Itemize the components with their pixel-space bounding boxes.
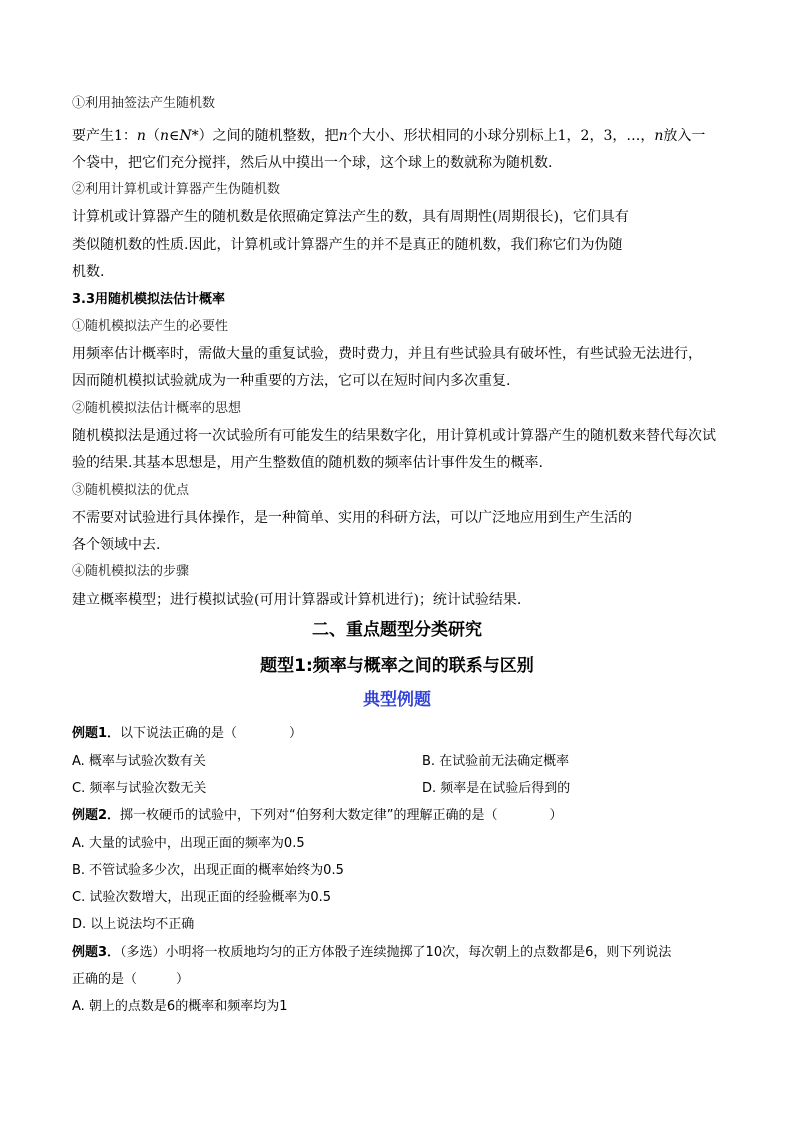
example-2-text: 掷一枚硬币的试验中，下列对“伯努利大数定律”的理解正确的是（ ） bbox=[120, 808, 563, 823]
math-variable-n: n bbox=[136, 128, 146, 144]
paragraph-idea-line-2: 验的结果.其基本思想是，用产生整数值的随机数的频率估计事件发生的概率. bbox=[72, 455, 543, 471]
example-1-option-a: A. 概率与试验次数有关 bbox=[72, 754, 206, 769]
subheading-pseudo-random: ②利用计算机或计算器产生伪随机数 bbox=[72, 182, 281, 197]
example-1-option-b: B. 在试验前无法确定概率 bbox=[422, 754, 570, 769]
subheading-steps: ④随机模拟法的步骤 bbox=[72, 564, 190, 579]
example-2-question bbox=[72, 806, 563, 826]
math-variable-n: n bbox=[654, 128, 664, 144]
example-2-option-c: C. 试验次数增大，出现正面的经验概率为0.5 bbox=[72, 890, 332, 905]
example-3-question-line-1 bbox=[72, 943, 671, 963]
text-segment: ）之间的随机整数，把 bbox=[198, 128, 339, 144]
example-3-question-line-2: 正确的是（ ） bbox=[72, 972, 190, 987]
section-heading-key-types: 二、重点题型分类研究 bbox=[312, 620, 482, 640]
typical-examples-heading: 典型例题 bbox=[363, 690, 431, 710]
example-3-label: 例题3． bbox=[72, 945, 121, 960]
paragraph-advantages-line-1: 不需要对试验进行具体操作，是一种简单、实用的科研方法，可以广泛地应用到生产生活的 bbox=[72, 510, 632, 526]
math-set-n-star: N* bbox=[179, 128, 199, 144]
paragraph-steps-line-1: 建立概率模型；进行模拟试验(可用计算器或计算机进行)；统计试验结果. bbox=[72, 592, 522, 608]
subheading-necessity: ①随机模拟法产生的必要性 bbox=[72, 319, 229, 334]
paragraph-lottery-line-2: 个袋中，把它们充分搅拌，然后从中摸出一个球，这个球上的数就称为随机数. bbox=[72, 155, 553, 171]
paragraph-lottery-line-1 bbox=[72, 126, 705, 146]
text-segment: 放入一 bbox=[663, 128, 706, 144]
paragraph-pseudo-line-3: 机数. bbox=[72, 264, 105, 280]
example-3-text: （多选）小明将一枚质地均匀的正方体骰子连续抛掷了10次，每次朝上的点数都是6，则下列说法 bbox=[120, 945, 672, 960]
text-segment: 个大小、形状相同的小球分别标上1，2，3，…， bbox=[347, 128, 655, 144]
section-title-3-3: 3.3用随机模拟法估计概率 bbox=[72, 292, 226, 307]
example-2-option-a: A. 大量的试验中，出现正面的频率为0.5 bbox=[72, 836, 305, 851]
subheading-lottery-method: ①利用抽签法产生随机数 bbox=[72, 96, 216, 111]
math-variable-n: n bbox=[159, 128, 169, 144]
paragraph-necessity-line-1: 用频率估计概率时，需做大量的重复试验，费时费力，并且有些试验具有破坏性，有些试验无法进行， bbox=[72, 346, 702, 362]
subheading-idea: ②随机模拟法估计概率的思想 bbox=[72, 401, 242, 416]
paragraph-pseudo-line-2: 类似随机数的性质.因此，计算机或计算器产生的并不是真正的随机数，我们称它们为伪随 bbox=[72, 237, 623, 253]
text-segment: （ bbox=[145, 128, 160, 144]
example-1-options-row-2 bbox=[72, 779, 571, 799]
paragraph-idea-line-1: 随机模拟法是通过将一次试验所有可能发生的结果数字化，用计算机或计算器产生的随机数来替代每次试 bbox=[72, 428, 716, 444]
example-1-label: 例题1． bbox=[72, 726, 121, 741]
paragraph-advantages-line-2: 各个领域中去. bbox=[72, 537, 161, 553]
subheading-advantages: ③随机模拟法的优点 bbox=[72, 483, 190, 498]
math-symbol-in: ∈ bbox=[168, 128, 180, 144]
paragraph-pseudo-line-1: 计算机或计算器产生的随机数是依照确定算法产生的数，具有周期性(周期很长)，它们具有 bbox=[72, 209, 629, 225]
math-variable-n: n bbox=[338, 128, 348, 144]
example-1-options-row-1 bbox=[72, 752, 570, 772]
example-2-option-b: B. 不管试验多少次，出现正面的概率始终为0.5 bbox=[72, 863, 344, 878]
example-1-text: 以下说法正确的是（ ） bbox=[120, 726, 303, 741]
paragraph-necessity-line-2: 因而随机模拟试验就成为一种重要的方法，它可以在短时间内多次重复. bbox=[72, 373, 511, 389]
example-2-option-d: D. 以上说法均不正确 bbox=[72, 917, 195, 932]
example-3-option-a: A. 朝上的点数是6的概率和频率均为1 bbox=[72, 999, 288, 1014]
example-1-option-d: D. 频率是在试验后得到的 bbox=[422, 781, 571, 796]
type-heading-1: 题型1:频率与概率之间的联系与区别 bbox=[260, 656, 534, 676]
example-1-question bbox=[72, 724, 302, 744]
example-1-option-c: C. 频率与试验次数无关 bbox=[72, 781, 207, 796]
example-2-label: 例题2． bbox=[72, 808, 121, 823]
text-segment: 要产生1： bbox=[72, 128, 137, 144]
